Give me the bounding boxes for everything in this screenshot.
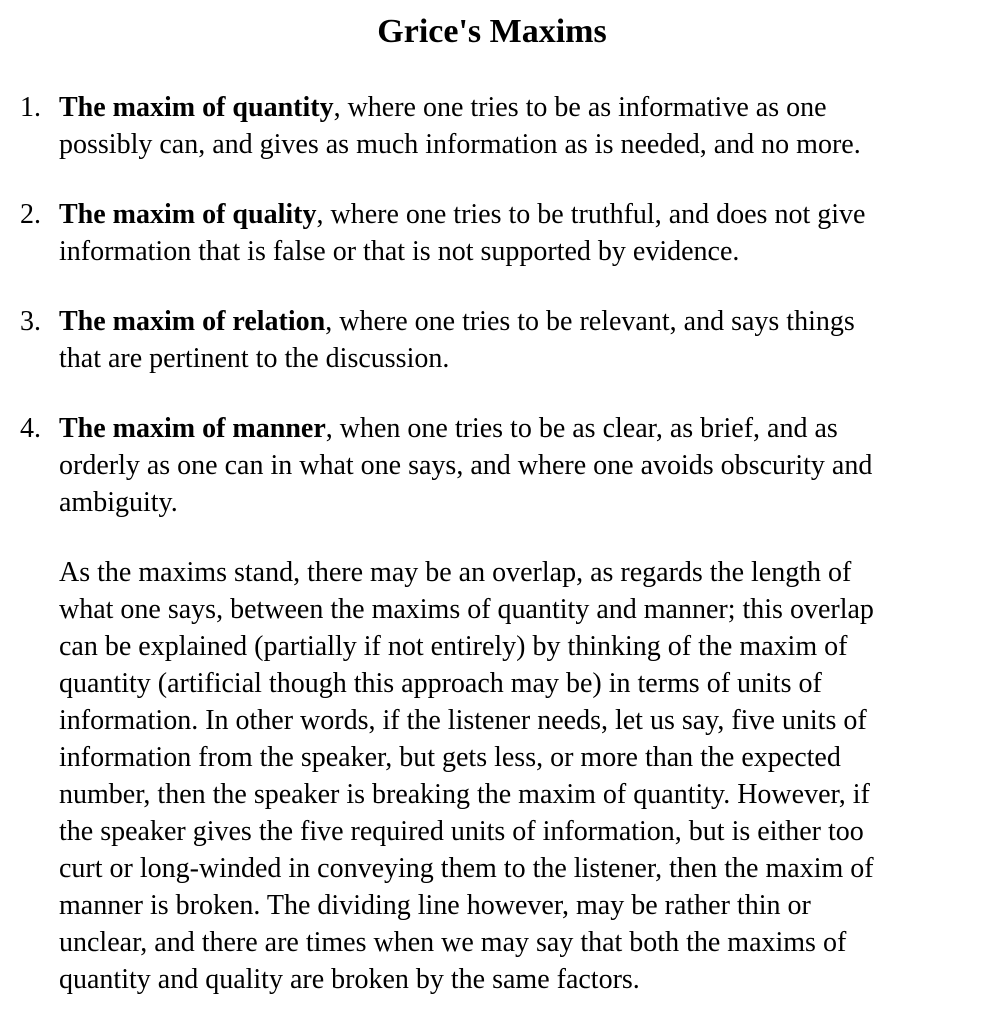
list-item-relation [0,303,1006,377]
item-number: 4. [20,413,41,444]
item-text: , when one tries to be as clear, as brief, and as [325,413,838,444]
item-term: The maxim of quantity [59,92,334,123]
item-text: , where one tries to be relevant, and says things [325,306,855,337]
paragraph-line: As the maxims stand, there may be an overlap, as regards the length of [59,557,852,588]
item-text: orderly as one can in what one says, and where one avoids obscurity and [59,450,873,481]
item-number: 3. [20,306,41,337]
item-number: 1. [20,92,41,123]
paragraph-line: quantity (artificial though this approach may be) in terms of units of [59,668,822,699]
explanatory-paragraph [0,554,1006,998]
paragraph-line: curt or long-winded in conveying them to the listener, then the maxim of [59,853,874,884]
paragraph-line: can be explained (partially if not entirely) by thinking of the maxim of [59,631,848,662]
item-text: possibly can, and gives as much information as is needed, and no more. [59,129,861,160]
paragraph-line: number, then the speaker is breaking the maxim of quantity. However, if [59,779,870,810]
item-text: that are pertinent to the discussion. [59,343,450,374]
item-term: The maxim of manner [59,413,326,444]
item-text: ambiguity. [59,487,178,518]
maxims-list [0,89,1006,1031]
paragraph-line: unclear, and there are times when we may say that both the maxims of [59,927,847,958]
list-item-quantity [0,89,1006,163]
item-term: The maxim of relation [59,306,326,337]
item-text: information that is false or that is not supported by evidence. [59,236,740,267]
item-term: The maxim of quality [59,199,317,230]
paragraph-line: what one says, between the maxims of quantity and manner; this overlap [59,594,874,625]
paragraph-line: manner is broken. The dividing line however, may be rather thin or [59,890,811,921]
list-item-manner [0,410,1006,521]
paragraph-line: information. In other words, if the listener needs, let us say, five units of [59,705,867,736]
paragraph-line: information from the speaker, but gets less, or more than the expected [59,742,841,773]
paragraph-line: quantity and quality are broken by the same factors. [59,964,640,995]
list-item-quality [0,196,1006,270]
item-text: , where one tries to be truthful, and does not give [316,199,866,230]
item-text: , where one tries to be as informative as one [333,92,827,123]
item-number: 2. [20,199,41,230]
page-title: Grice's Maxims [377,13,607,50]
paragraph-line: the speaker gives the five required units of information, but is either too [59,816,864,847]
